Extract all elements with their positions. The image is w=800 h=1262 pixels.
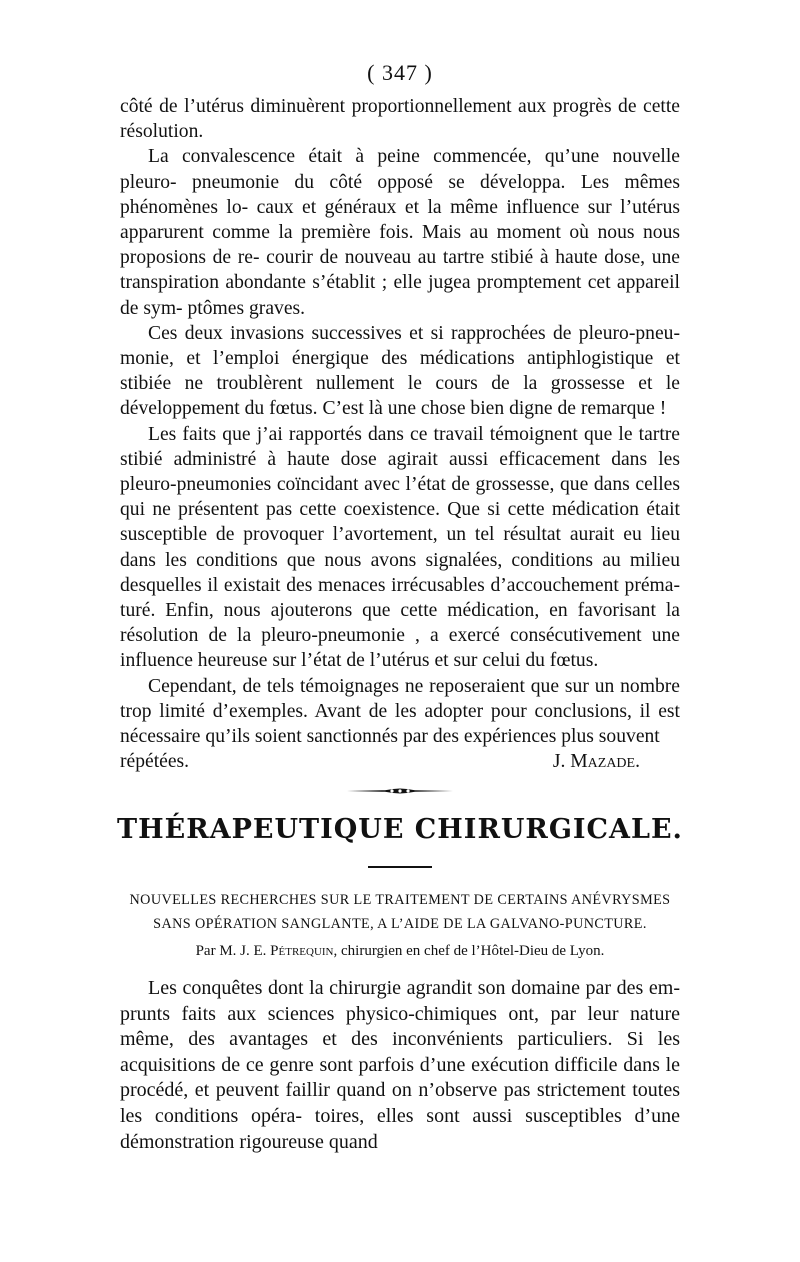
text-line: faillir quand on n’observe pas strictement toutes les conditions opéra- (120, 1079, 680, 1127)
text-line: abondante s’établit ; elle jugea promptement cet appareil de sym- (120, 272, 680, 319)
article-byline (110, 943, 690, 960)
text-line: ne troublèrent nullement le cours de la grossesse et le développement (120, 373, 680, 420)
ornament-rule-icon (345, 785, 455, 797)
paragraph-cependant (120, 674, 680, 750)
paragraph-invasions (120, 321, 680, 422)
text-line: stibié administré à haute dose agirait aussi efficacement dans les (120, 448, 680, 470)
text-line: monie, et l’emploi énergique des médications antiphlogistique et stibiée (120, 348, 680, 395)
article-subtitle-line-2: SANS OPÉRATION SANGLANTE, A L’AIDE DE LA GALVANO-PUNCTURE. (153, 916, 647, 932)
paragraph-continuation (120, 94, 680, 144)
text-line: Cependant, de tels témoignages ne reposeraient que sur un nombre (148, 675, 680, 697)
title-rule (368, 866, 432, 868)
byline-suffix: , chirurgien en chef de l’Hôtel-Dieu de Lyon. (333, 943, 605, 959)
text-column-article (120, 976, 680, 1155)
text-line: prunts faits aux sciences physico-chimiques ont, par leur nature même, (120, 1002, 680, 1051)
paragraph-conquetes (120, 976, 680, 1155)
text-line: dans les conditions que nous avons signalées, conditions au milieu (120, 549, 680, 571)
text-line: La convalescence était à peine commencée, qu’une nouvelle pleuro- (120, 146, 680, 193)
text-line: Ces deux invasions successives et si rapprochées de pleuro-pneu- (148, 322, 680, 344)
text-line: turé. Enfin, nous ajouterons que cette médication, en favorisant la (120, 600, 680, 622)
section-title: THÉRAPEUTIQUE CHIRURGICALE. (117, 814, 683, 845)
text-line: du fœtus. C’est là une chose bien digne de remarque ! (244, 398, 667, 420)
text-line: côté de l’utérus diminuèrent proportionnellement aux progrès de cette (120, 96, 680, 117)
text-column-top (120, 94, 680, 774)
text-line: susceptible de provoquer l’avortement, un tel résultat aurait eu lieu (120, 524, 680, 546)
text-line: toires, elles sont aussi susceptibles d’une démonstration rigoureuse quand (120, 1104, 680, 1153)
text-line: des avantages et des inconvénients particuliers. Si les acquisitions de ce (120, 1028, 681, 1076)
byline-prefix: Par M. J. E. (195, 943, 267, 959)
text-line: trop limité d’exemples. Avant de les adopter pour conclusions, il est (120, 700, 680, 722)
page-number: ( 347 ) (367, 60, 433, 85)
text-line: nécessaire qu’ils soient sanctionnés par des expériences plus souvent (120, 726, 660, 748)
text-line: genre sont parfois d’une exécution difficile dans le procédé, et peuvent (120, 1053, 681, 1102)
text-line: qui ne présentent pas cette coexistence. Que si cette médication était (120, 499, 680, 521)
text-line: Les faits que j’ai rapportés dans ce travail témoignent que le tartre (148, 423, 680, 445)
text-line: répétées. (120, 751, 190, 773)
paragraph-faits (120, 422, 680, 674)
byline-author-name: Pétrequin (270, 943, 334, 959)
text-line: courir de nouveau au tartre stibié à haute dose, une transpiration (120, 247, 681, 294)
article-subtitle-line-1: NOUVELLES RECHERCHES SUR LE TRAITEMENT DE CERTAINS ANÉVRYSMES (129, 892, 671, 908)
text-line: résolution. (120, 121, 204, 143)
ornamental-divider (0, 784, 800, 802)
author-signature: J. Mazade. (552, 751, 640, 773)
text-line: caux et généraux et la même influence sur l’utérus apparurent comme (120, 196, 680, 244)
text-line: la première fois. Mais au moment où nous nous proposions de re- (120, 222, 681, 269)
text-line: ptômes graves. (187, 297, 306, 319)
text-line: Les conquêtes dont la chirurgie agrandit son domaine par des em- (148, 977, 680, 999)
text-line: influence heureuse sur l’état de l’utérus et sur celui du fœtus. (120, 650, 599, 672)
text-line: résolution de la pleuro-pneumonie , a exercé consécutivement une (120, 625, 680, 647)
paragraph-convalescence (120, 144, 680, 320)
text-line: pleuro-pneumonies coïncidant avec l’état de grossesse, que dans celles (120, 474, 680, 496)
text-line: desquelles il existait des menaces irrécusables d’accouchement préma- (120, 574, 680, 596)
text-line: pneumonie du côté opposé se développa. Les mêmes phénomènes lo- (120, 171, 680, 218)
closing-line (120, 749, 680, 774)
